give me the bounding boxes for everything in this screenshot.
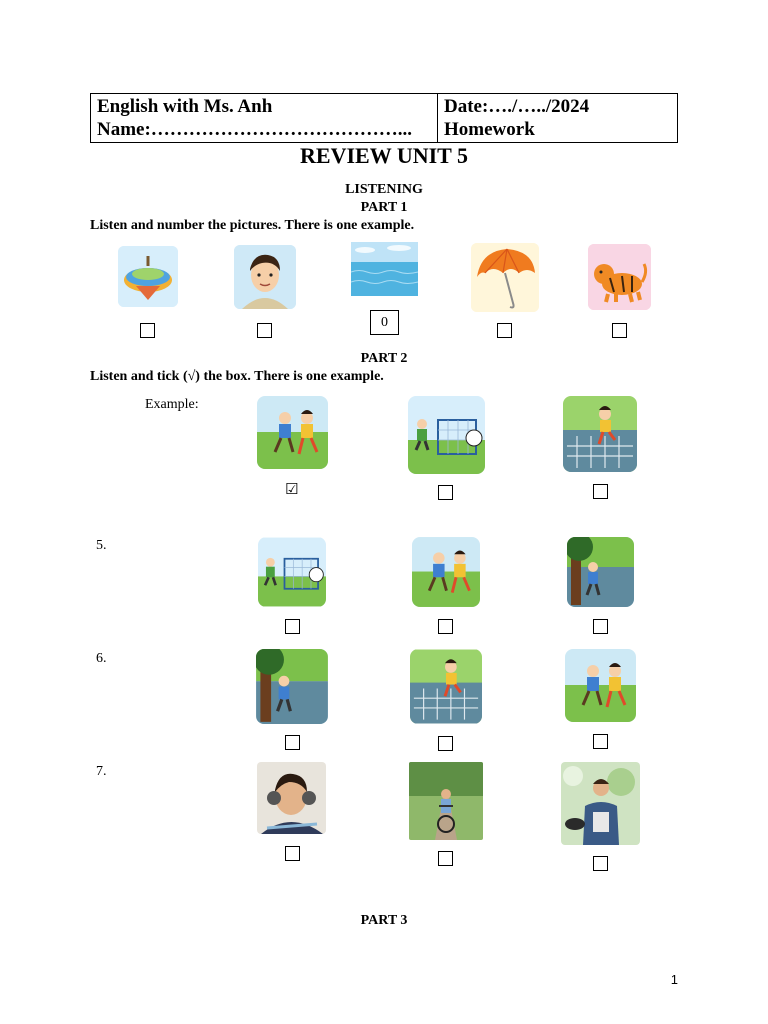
boy-football-goal-picture: [408, 396, 485, 474]
part1-example-box: 0: [370, 310, 399, 335]
question-6-label: 6.: [96, 651, 107, 666]
q7-answer-box-1[interactable]: [285, 846, 300, 861]
example-tick-box: ☑: [285, 480, 299, 498]
q6-girl-hopscotch-picture: [410, 649, 482, 724]
sea-picture: [351, 242, 418, 296]
q5-answer-box-1[interactable]: [285, 619, 300, 634]
q5-answer-box-3[interactable]: [593, 619, 608, 634]
example-answer-box-3[interactable]: [593, 484, 608, 499]
part1-answer-box-2[interactable]: [257, 323, 272, 338]
q7-answer-box-2[interactable]: [438, 851, 453, 866]
part1-answer-box-1[interactable]: [140, 323, 155, 338]
part1-heading: PART 1: [360, 200, 408, 215]
part3-heading: PART 3: [360, 913, 408, 928]
question-5-label: 5.: [96, 538, 107, 553]
worksheet-type: Homework: [444, 119, 535, 140]
listening-heading: LISTENING: [345, 182, 423, 197]
q5-boy-football-goal-picture: [258, 537, 326, 607]
q6-answer-box-1[interactable]: [285, 735, 300, 750]
q7-boy-headphones-photo: [257, 762, 326, 834]
q6-answer-box-2[interactable]: [438, 736, 453, 751]
question-7-label: 7.: [96, 764, 107, 779]
part2-heading: PART 2: [360, 351, 408, 366]
boy-portrait-picture: [234, 245, 296, 309]
q6-kids-running-picture: [565, 649, 636, 722]
part1-instruction: Listen and number the pictures. There is one example.: [90, 218, 415, 233]
kids-running-picture: [257, 396, 328, 469]
spinning-top-picture: [118, 246, 178, 307]
example-answer-box-2[interactable]: [438, 485, 453, 500]
q7-boy-cycling-photo: [409, 762, 483, 840]
q5-kids-running-picture: [412, 537, 480, 607]
date-line: Date:…./…../2024: [444, 96, 590, 117]
student-name-line: Name:…………………………………...: [97, 119, 413, 140]
header-right-cell: [438, 94, 677, 142]
q7-answer-box-3[interactable]: [593, 856, 608, 871]
page-number: 1: [670, 972, 678, 987]
q6-boy-climbing-tree-picture: [256, 649, 328, 724]
header-table: [90, 93, 678, 143]
tiger-picture: [588, 244, 651, 310]
part2-instruction: Listen and tick (√) the box. There is one example.: [90, 369, 384, 384]
girl-hopscotch-picture: [563, 396, 637, 472]
part1-answer-box-5[interactable]: [612, 323, 627, 338]
teacher-name: English with Ms. Anh: [97, 96, 273, 117]
q7-boy-drawing-photo: [561, 762, 640, 845]
q5-boy-climbing-tree-picture: [567, 537, 634, 607]
page-title: REVIEW UNIT 5: [300, 143, 468, 168]
header-left-cell: [91, 94, 438, 142]
part1-answer-box-4[interactable]: [497, 323, 512, 338]
q5-answer-box-2[interactable]: [438, 619, 453, 634]
q6-answer-box-3[interactable]: [593, 734, 608, 749]
umbrella-picture: [471, 243, 539, 312]
example-label: Example:: [145, 397, 199, 412]
